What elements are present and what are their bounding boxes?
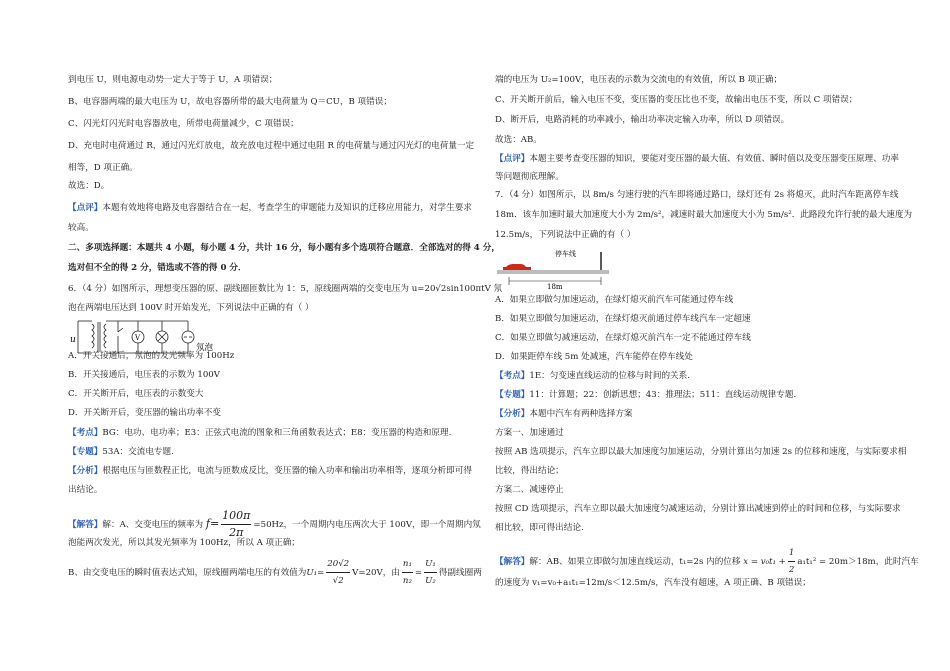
text-line: 的速度为 v₁=v₀+a₁t₁=12m/s＜12.5m/s，汽车没有超速，A 项正确、B 项错误； [495,578,811,588]
stop-line-label: 停车线 [555,250,576,258]
zhuanti-line: 【专题】11：计算题；22：创新思想；43：推理法；511：直线运动规律专题. [495,390,797,400]
rms-fraction: $\frac{20√2}{√2}$ [326,556,350,589]
text-line: 端的电压为 U₂=100V，电压表的示数为交流电的有效值，所以 B 项正确； [495,75,783,85]
text-line: C、闪光灯闪光时电容器放电，所带电荷量减少，C 项错误； [68,119,299,129]
road [497,270,609,274]
text-line: 相比较，即可得出结论. [495,523,584,533]
jieda-line-a: 【解答】解：A、交变电压的频率为 f= $\frac{100\pi}{2\pi}$ =50Hz，一个周期内电压两次大于 100V，即一个周期内氖 [68,509,481,539]
text-line: 到电压 U，则电源电动势一定大于等于 U，A 项错误； [68,75,278,85]
question-6-line1: 6．（4 分）如图所示，理想变压器的原、副线圈匝数比为 1：5，原线圈两端的交变电压为 u=20√2sin100πtV 氖 [68,284,503,294]
question-7-line2: 18m．该车加速时最大加速度大小为 2m/s²，减速时最大加速度大小为 5m/s²．此路段允许行驶的最大速度为 [495,210,913,220]
kaodian-line: 【考点】BG：电功、电功率；E3：正弦式电流的图象和三角函数表达式；E8：变压器的构造和原理. [68,428,452,438]
plan-2-title: 方案二、减速停止 [495,485,564,495]
text-line: B、电容器两端的最大电压为 U，故电容器所带的最大电荷量为 Q＝CU，B 项错误； [68,97,392,107]
text-line: D、充电时电荷通过 R，通过闪光灯放电，故充放电过程中通过电阻 R 的电荷量与通过闪光灯的电荷量一定 [68,141,475,151]
switch [118,328,123,332]
fenxi-line: 【分析】根据电压与匝数程正比，电流与匝数成反比，变压器的输入功率和输出功率相等，逐项分析即可得 [68,466,472,476]
text-line: 出结论。 [68,485,103,495]
text-line: 按照 AB 选项提示，汽车立即以最大加速度匀加速运动，分别计算出匀加速 2s 的位移和速度，与实际要求相 [495,447,907,457]
text-line: 等问题彻底理解。 [495,172,564,182]
text-line: C、开关断开前后，输入电压不变，变压器的变压比也不变，故输出电压不变，所以 C 项错误； [495,95,858,105]
question-6-line2: 泡在两端电压达到 100V 时开始发光，下列说法中正确的有（ ） [68,303,314,313]
text-line: 较高。 [68,223,94,233]
neon-bulb-label: 氖泡 [196,343,214,353]
text-line: 故选：AB。 [495,135,542,145]
section-title: 二、多项选择题：本题共 4 小题，每小题 4 分，共计 16 分，每小题有多个选项符合题意．全部选对的得 4 分， [68,243,500,253]
jieda-line-b: B、由交变电压的瞬时值表达式知，原线圈两端电压的有效值为U₁= $\frac{20√2}{√2}$ V=20V，由 $\frac{\text{n₁}}{\text{n₂}}$ = $\frac{\text{U₁}}{\text{U₂}}$ 得副线圈两 [68,556,482,589]
voltage-ratio-fraction: $\frac{\text{U₁}}{\text{U₂}}$ [424,556,437,589]
option-a: A．如果立即做匀加速运动，在绿灯熄灭前汽车可能通过停车线 [495,295,734,305]
text-line: 比较，得出结论； [495,466,564,476]
frequency-fraction: $\frac{100\pi}{2\pi}$ [222,509,251,539]
sqrt-two: √2 [435,284,447,294]
review-line [68,202,472,214]
review-tag: 【点评】 [68,203,103,213]
option-b: B．开关接通后，电压表的示数为 100V [68,370,220,380]
car-stopline-figure [495,246,615,290]
primary-coil [92,324,94,348]
option-b: B．如果立即做匀加速运动，在绿灯熄灭前通过停车线汽车一定超速 [495,314,751,324]
text-line: 泡能两次发光，所以其发光频率为 100Hz，所以 A 项正确； [68,538,300,548]
turns-ratio-fraction: $\frac{\text{n₁}}{\text{n₂}}$ [402,556,413,589]
kaodian-line: 【考点】1E：匀变速直线运动的位移与时间的关系. [495,371,690,381]
plan-1-title: 方案一、加速通过 [495,428,564,438]
svg-text:V: V [135,334,141,342]
text-line: 故选：D。 [68,181,110,191]
option-d: D．开关断开后，变压器的输出功率不变 [68,408,221,418]
text-line: D、断开后，电路消耗的功率减小，输出功率决定输入功率，所以 D 项错误。 [495,115,790,125]
zhuanti-line: 【专题】53A：交流电专题. [68,447,174,457]
option-d: D．如果距停车线 5m 处减速，汽车能停在停车线处 [495,352,693,362]
voltage-label: u [70,335,76,345]
review-line: 【点评】本题主要考查变压器的知识，要能对变压器的最大值、有效值、瞬时值以及变压器变压原理、功率 [495,154,899,164]
half-fraction: $\frac{1}{2}$ [788,545,795,578]
question-7-line1: 7．（4 分）如图所示，以 8m/s 匀速行驶的汽车即将通过路口，绿灯还有 2s 将熄灭，此时汽车距离停车线 [495,190,899,200]
text-line: 按照 CD 选项提示，汽车立即以最大加速度匀减速运动，分别计算出减速到停止的时间和位移，与实际要求 [495,504,901,514]
option-a: A．开关接通后，氖泡的发光频率为 100Hz [68,351,235,361]
text-line: 相等，D 项正确。 [68,163,138,173]
review-text: 本题有效地将电路及电容器结合在一起，考查学生的审题能力及知识的迁移应用能力，对学生要求 [102,203,472,213]
jieda-line-a: 【解答】解：AB、如果立即做匀加速直线运动，t₁=2s 内的位移 x = v₀t₁ + $\frac{1}{2}$ a₁t₁² = 20m＞18m，此时汽车 [495,545,919,578]
secondary-coil [104,324,106,348]
option-c: C．如果立即做匀减速运动，在绿灯熄灭前汽车一定不能通过停车线 [495,333,751,343]
neon-bulb-icon [182,331,194,343]
distance-label: 18m [547,283,563,290]
question-7-line3: 12.5m/s，下列说法中正确的有（ ） [495,230,636,240]
fenxi-line: 【分析】本题中汽车有两种选择方案 [495,409,633,419]
section-title-2: 选对但不全的得 2 分，错选或不答的得 0 分． [68,263,247,273]
option-c: C．开关断开后，电压表的示数变大 [68,389,204,399]
